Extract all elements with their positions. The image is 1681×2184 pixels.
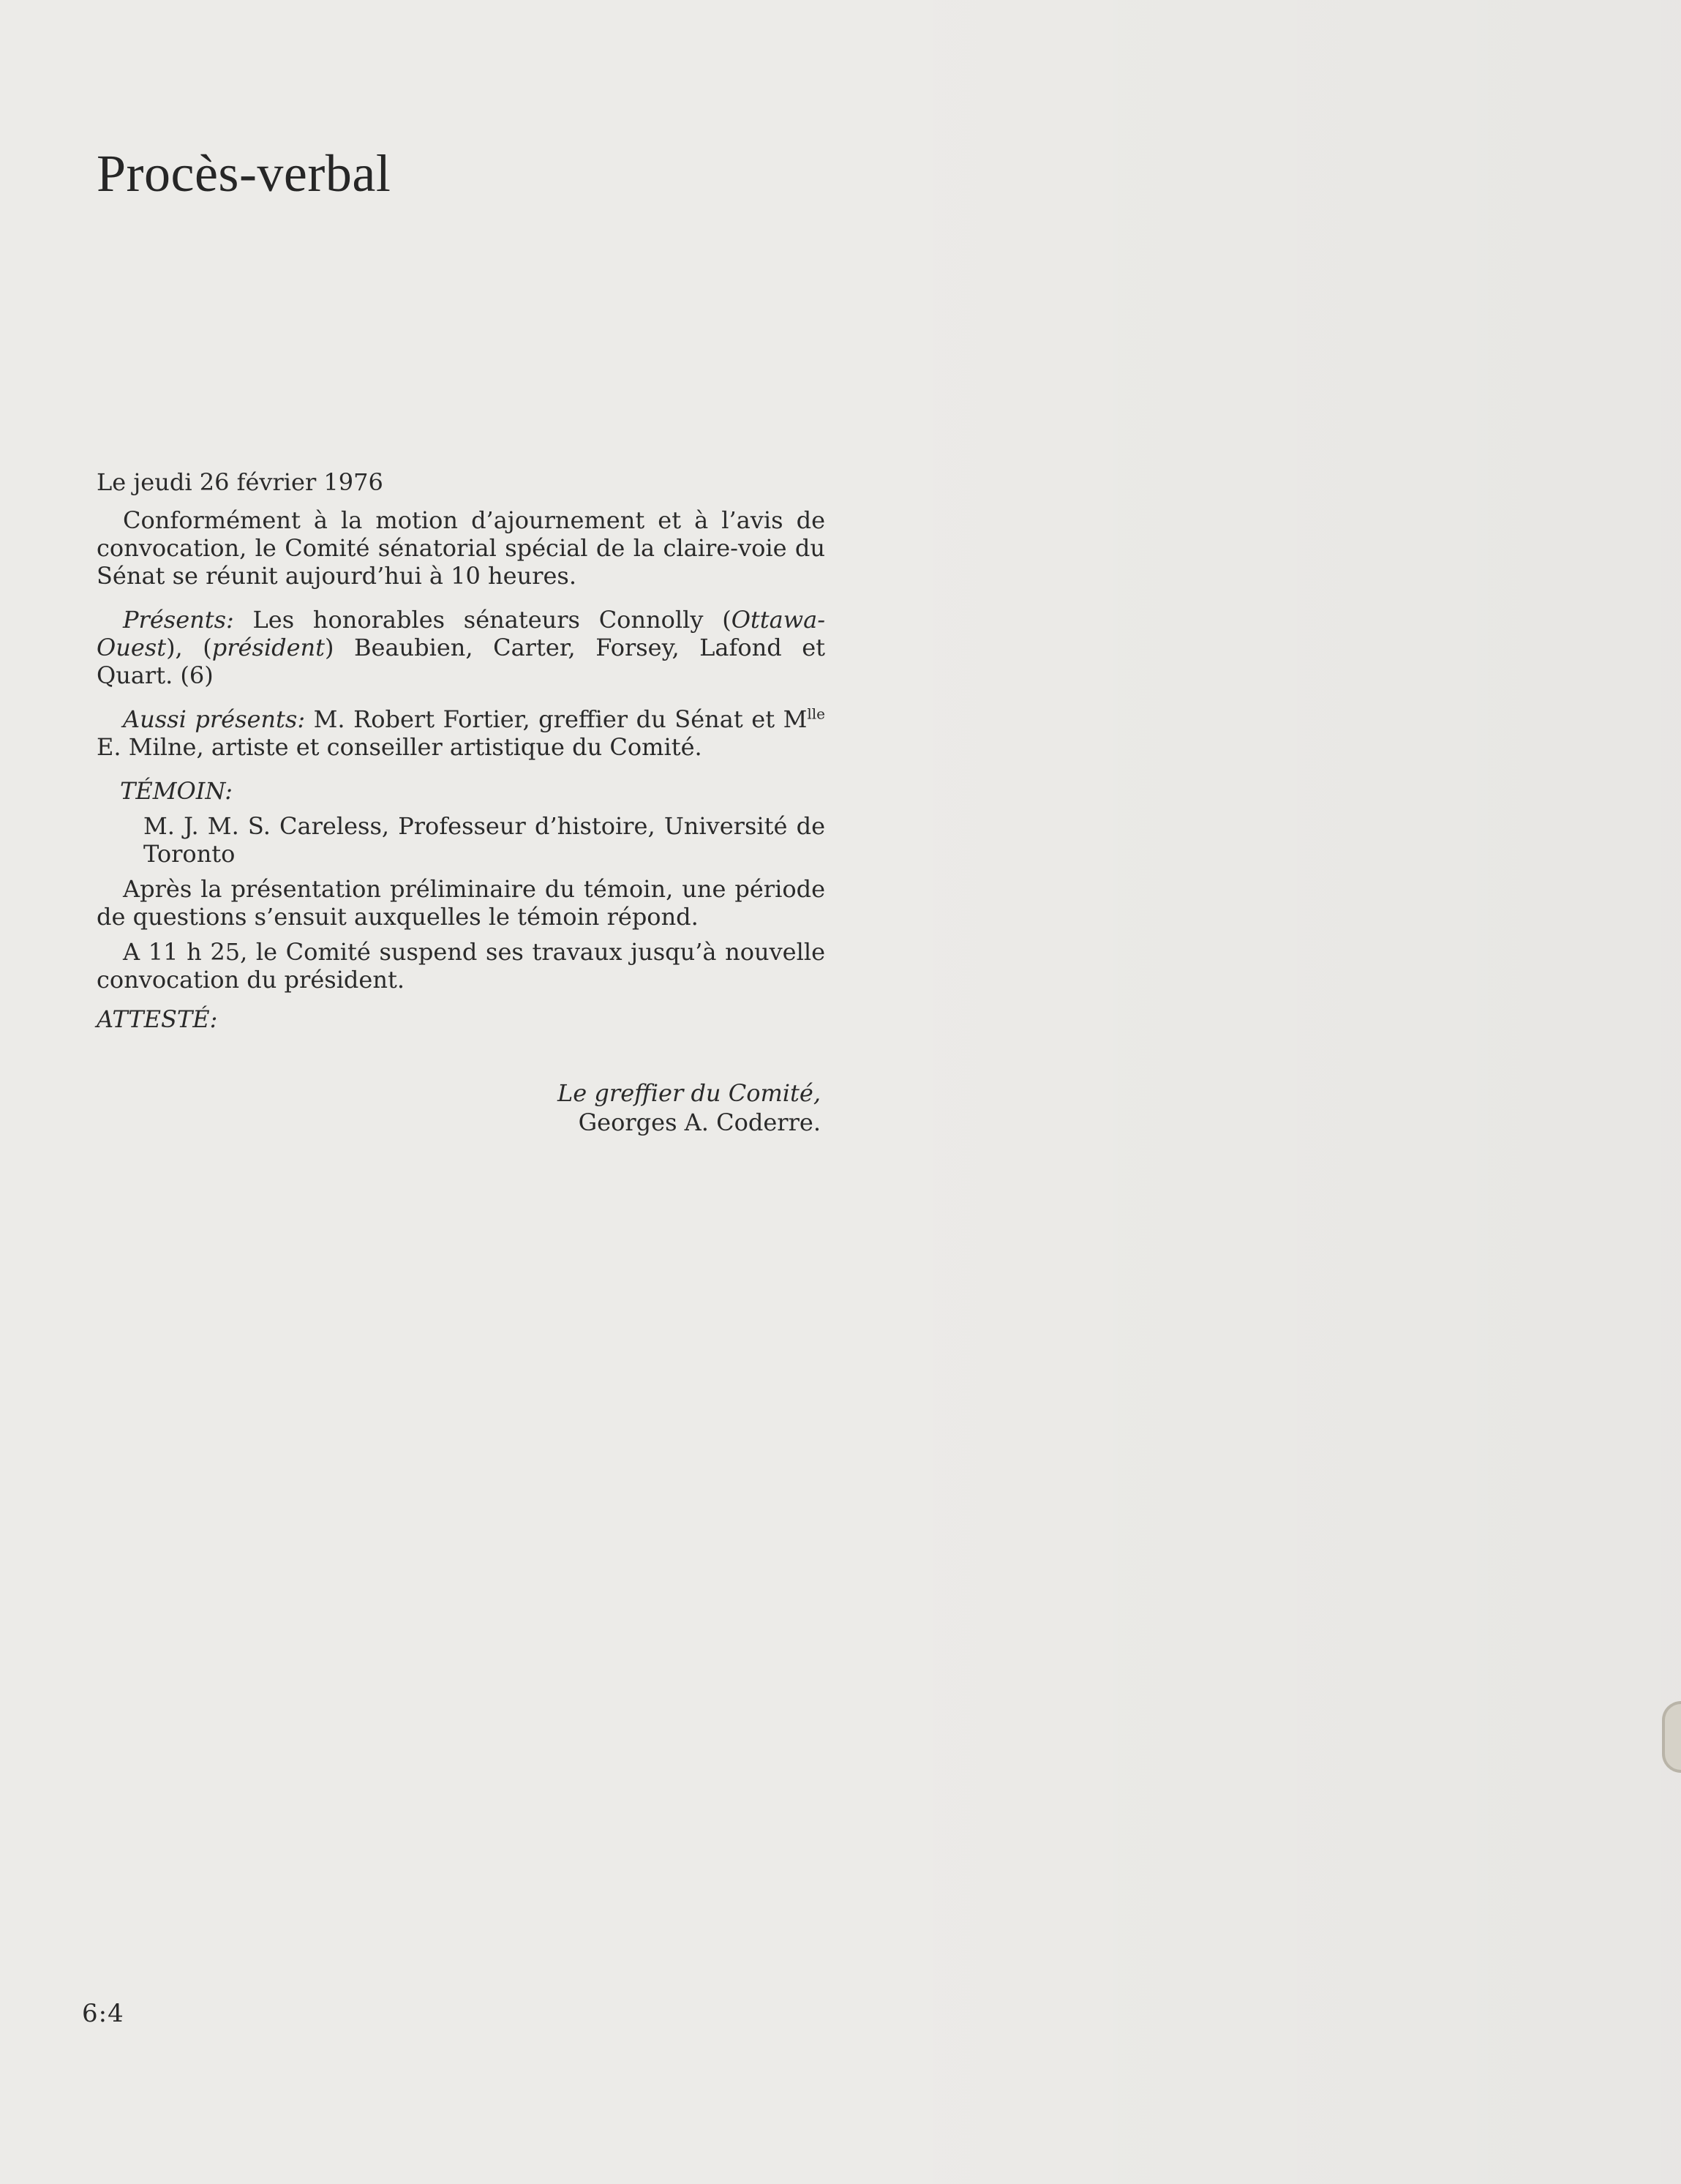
adjournment-paragraph: A 11 h 25, le Comité suspend ses travaux jusqu’à nouvelle convocation du président. [97,938,825,994]
present-label: Présents: [123,606,234,634]
present-role: président [211,634,325,661]
page-title: Procès-verbal [97,144,391,203]
paper-background-shade [841,0,1681,2184]
minutes-body [97,468,825,1137]
present-paragraph [97,606,825,689]
present-text-part1: Les honorables sénateurs Connolly ( [233,606,732,634]
presentation-paragraph: Après la présentation préliminaire du témoin, une période de questions s’ensuit auxquelles le témoin répond. [97,875,825,931]
meeting-date: Le jeudi 26 février 1976 [97,468,383,496]
clerk-role: Le greffier du Comité, [557,1079,821,1107]
also-present-text-part1: M. Robert Fortier, greffier du Sénat et M [305,705,808,733]
present-text-part2: ), ( [166,634,212,661]
present-place: Ottawa-Ouest [97,606,825,661]
binding-mark [1662,1701,1681,1773]
also-present-text-part2: E. Milne, artiste et conseiller artistique du Comité. [97,733,702,761]
present-text-part3: ) Beaubien, Carter, Forsey, Lafond et Quart. (6) [97,634,826,689]
page-number: 6:4 [82,1999,124,2028]
also-present-superscript: lle [807,705,826,723]
signature-block [97,1078,825,1137]
also-present-paragraph [97,705,825,761]
witness-label: TÉMOIN: [120,777,233,805]
opening-paragraph: Conformément à la motion d’ajournement et à l’avis de convocation, le Comité sénatorial spécial de la claire-voie du Sénat se réunit aujourd’hui à 10 heures. [97,506,825,590]
clerk-name: Georges A. Coderre. [578,1108,821,1136]
also-present-label: Aussi présents: [123,705,306,733]
attest-label: ATTESTÉ: [97,1005,218,1033]
witness-text: M. J. M. S. Careless, Professeur d’histoire, Université de Toronto [143,812,825,868]
